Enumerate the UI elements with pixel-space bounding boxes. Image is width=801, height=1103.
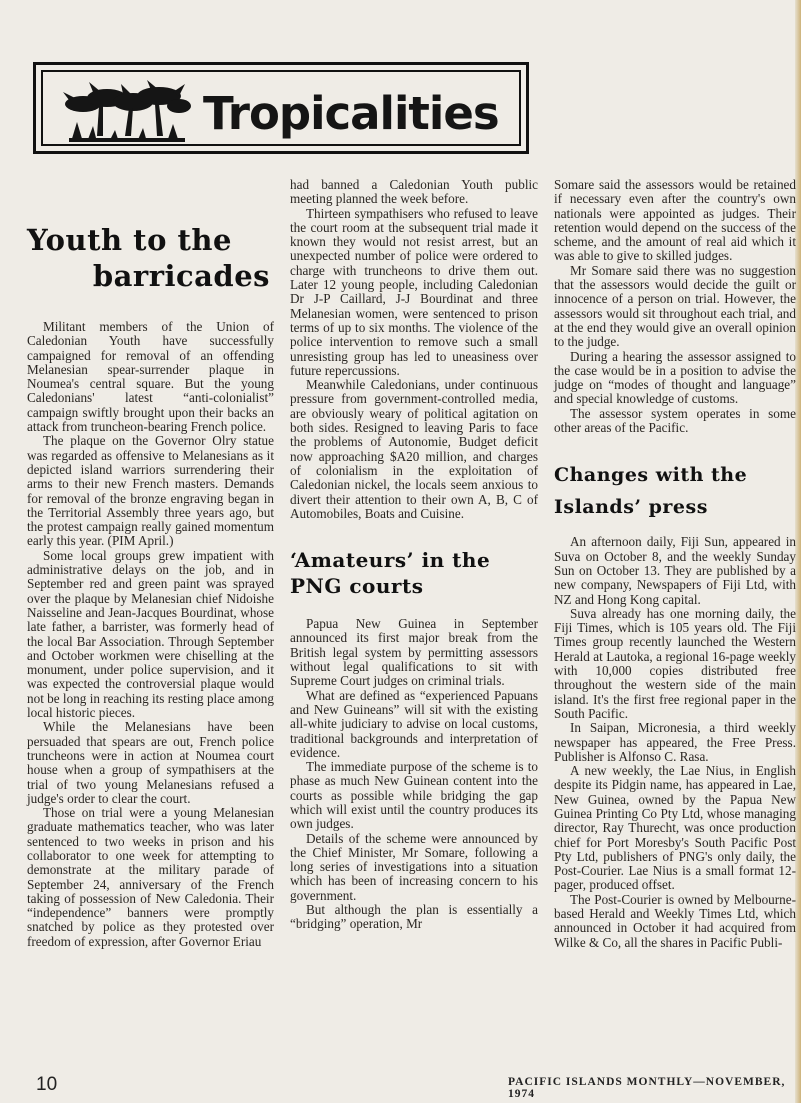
column-2 — [290, 178, 538, 932]
paragraph: had banned a Caledonian Youth public meeting planned the week before. — [290, 177, 538, 207]
column-1 — [27, 178, 274, 949]
paragraph: The Post-Courier is owned by Melbourne-based Herald and Weekly Times Ltd, which announced in October it had acquired from Wilke & Co, all the shares in Pacific Publi- — [554, 891, 796, 950]
paragraph: The plaque on the Governor Olry statue was regarded as offensive to Melanesians as it depicted island warriors surrendering their arms to their new French masters. Demands for removal of the bronze engraving began in the Territorial Assembly three years ago, but the protest campaign really gained momentum early this year. (PIM April.) — [27, 433, 274, 549]
paragraph: Some local groups grew impatient with administrative delays on the job, and in September red and green paint was sprayed over the plaque by Melanesian chief Nidoishe Naisseline and Jean-Jacques Bourdinat, whose late father, a barrister, was formerly head of the local Bar Association. Through September and October workmen were chiselling at the monument, under police supervision, and it was expected the controversial plaque would not be long in reaching its resting place among local historic pieces. — [27, 547, 274, 721]
paragraph: Thirteen sympathisers who refused to leave the court room at the subsequent trial made it known they would not resist arrest, but an unexpected number of police were ordered to charge with truncheons to drive them out. Later 12 young people, including Caledonian Dr J-P Caillard, J-J Bourdinat and three Melanesian women, were sentenced to prison terms of up to six months. The violence of the police intervention to remove such a small unresisting group has led to uneasiness over future repercussions. — [290, 205, 538, 378]
paragraph: Somare said the assessors would be retained if necessary even after the country's own nationals were appointed as judges. Their retention would depend on the success of the scheme, and the amount of real aid which it was able to give to skilled judges. — [554, 177, 796, 264]
paragraph: What are defined as “experienced Papuans and New Guineans” will sit with the existing all-white judiciary to advise on local customs, traditional backgrounds and interpretation of evidence. — [290, 687, 538, 760]
headline-youth — [27, 222, 274, 294]
paragraph: Details of the scheme were announced by the Chief Minister, Mr Somare, following a long series of investigations into a situation which has been of increasing concern to his government. — [290, 830, 538, 903]
column-3 — [554, 178, 796, 950]
paragraph: But although the plan is essentially a “bridging” operation, Mr — [290, 902, 538, 932]
headline-press-line2: Islands’ press — [554, 496, 708, 519]
page-number: 10 — [36, 1074, 58, 1095]
paragraph: An afternoon daily, Fiji Sun, appeared in Suva on October 8, and the weekly Sunday Sun on October 13. They are published by a new company, Newspapers of Fiji Ltd, with NZ and Hong Kong capital. — [554, 534, 796, 607]
paragraph: Meanwhile Caledonians, under continuous pressure from government-controlled media, are obviously weary of political agitation on both sides. Resigned to leaving Paris to face the problems of Autonomie, Budget deficit now approaching $A20 million, and charges of colonialism in the exploitation of Caledonian nickel, the locals seem anxious to divert their attention to their own A, B, C of Automobiles, Boats and Cuisine. — [290, 377, 538, 521]
headline-png-line2: PNG courts — [290, 574, 424, 599]
headline-press — [554, 459, 796, 523]
section-banner — [33, 62, 529, 154]
headline-youth-line1: Youth to the — [27, 223, 232, 257]
headline-youth-line2: barricades — [92, 259, 270, 293]
paragraph: Papua New Guinea in September announced its first major break from the British legal system by permitting assessors without legal qualifications to sit with Supreme Court judges on criminal trials. — [290, 616, 538, 689]
paragraph: A new weekly, the Lae Nius, in English despite its Pidgin name, has appeared in Lae, New Guinea, owned by the Papua New Guinea Printing Co Pty Ltd, whose managing director, Ray Thurecht, was once production chief for Port Moresby's South Pacific Post Pty Ltd, publishers of PNG's only daily, the Post-Courier. Lae Nius is a small format 12-pager, produced offset. — [554, 763, 796, 893]
paragraph: Suva already has one morning daily, the Fiji Times, which is 105 years old. The Fiji Times group recently launched the Western Herald at Lautoka, a regional 16-page weekly with 10,000 copies distributed free throughout the western side of the main island. It's the first free regional paper in the South Pacific. — [554, 605, 796, 721]
headline-png — [290, 547, 538, 599]
paragraph: The assessor system operates in some other areas of the Pacific. — [554, 405, 796, 436]
paragraph: Mr Somare said there was no suggestion that the assessors would decide the guilt or innocence of a person on trial. However, the assessors would sit throughout each trial, and at the end they would give an overall opinion to the judge. — [554, 262, 796, 350]
banner-inner-frame — [41, 70, 521, 146]
paragraph: The immediate purpose of the scheme is to phase as much New Guinean content into the courts as possible while bridging the gap which will exist until the country produces its own judges. — [290, 759, 538, 832]
paragraph: During a hearing the assessor assigned to the case would be in a position to advise the judge on “modes of thought and language” and special knowledge of customs. — [554, 348, 796, 407]
headline-png-line1: ‘Amateurs’ in the — [290, 548, 491, 573]
paragraph: In Saipan, Micronesia, a third weekly newspaper has appeared, the Free Press. Publisher is Alfonso C. Rasa. — [554, 720, 796, 764]
paragraph: While the Melanesians have been persuaded that spears are out, French police truncheons were in action at Noumea court house when a group of sympathisers at the trial of two young Melanesians refused a judge's order to clear the court. — [27, 719, 274, 806]
banner-title: Tropicalities — [203, 87, 499, 140]
palm-tree-icon — [63, 78, 191, 144]
paragraph: Those on trial were a young Melanesian graduate mathematics teacher, who was later sentenced to two weeks in prison and his collaborator to one week for attempting to demonstrate at the military parade of September 24, anniversary of the French taking of possession of New Caledonia. Their “independence” banners were promptly snatched by police as they protested over freedom of expression, after Governor Eriau — [27, 805, 274, 949]
headline-press-line1: Changes with the — [554, 464, 748, 487]
paragraph: Militant members of the Union of Caledonian Youth have successfully campaigned for removal of an offending Melanesian spear-surrender plaque in Noumea's central square. But the young Caledonians' latest “anti-colonialist” campaign swiftly brought upon their backs an attack from truncheon-bearing French police. — [27, 319, 274, 435]
magazine-footer: PACIFIC ISLANDS MONTHLY—NOVEMBER, 1974 — [508, 1076, 786, 1100]
